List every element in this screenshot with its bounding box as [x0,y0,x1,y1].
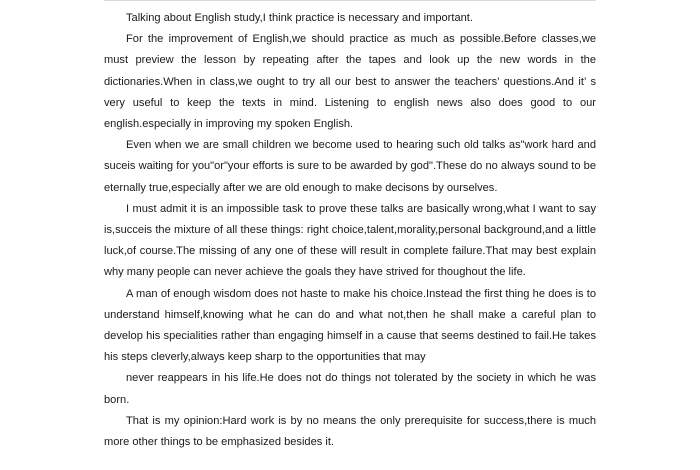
top-rule [104,0,596,1]
paragraph-2: For the improvement of English,we should practice as much as possible.Before classes,we must preview the lesson by repeating after the tapes and look up the new words in the dictionaries.When in class,we ought to try all our best to answer the teachers’ questions.And it’ s very useful to keep the texts in mind. Listening to english news also does good to our english.especially in improving my spoken English. [104,33,596,131]
paragraph-6: never reappears in his life.He does not do things not tolerated by the society in which he was born. [104,372,596,406]
paragraph-1: Talking about English study,I think practice is necessary and important. [126,12,473,24]
document-body [104,8,596,453]
paragraph-4: I must admit it is an impossible task to prove these talks are basically wrong,what I want to say is,succeis the mixture of all these things: right choice,talent,morality,personal background,and a little luck,of course.The missing of any one of these will result in complete failure.That may best explain why many people can never achieve the goals they have strived for thoughout the life. [104,202,596,279]
paragraph-7: That is my opinion:Hard work is by no means the only prerequisite for success,there is much more other things to be emphasized besides it. [104,414,596,449]
paragraph-3: Even when we are small children we become used to hearing such old talks as"work hard and suceis waiting for you"or"your efforts is sure to be awarded by god".These do no always sound to be eternally true,especially after we are old enough to make decisons by ourselves. [104,139,596,194]
paragraph-5: A man of enough wisdom does not haste to make his choice.Instead the first thing he does is to understand himself,knowing what he can do and what not,then he shall make a careful plan to develop his specialities rather than engaging himself in a cause that seems destined to fail.He takes his steps cleverly,always keep sharp to the opportunities that may [104,287,596,364]
